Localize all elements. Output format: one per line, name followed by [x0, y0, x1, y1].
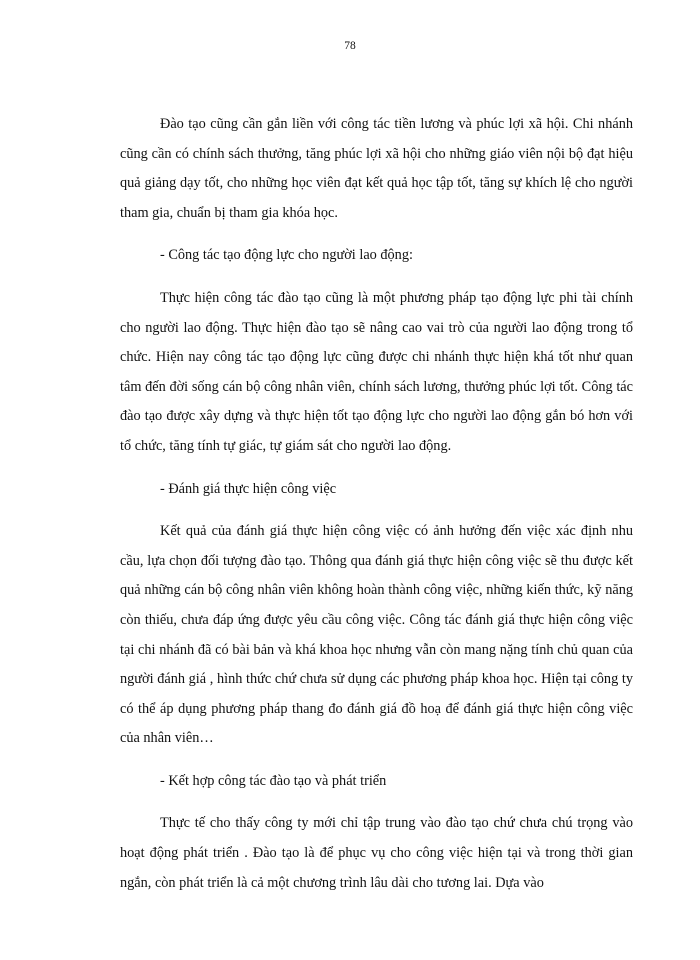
paragraph-motivation: Thực hiện công tác đào tạo cũng là một phương pháp tạo động lực phi tài chính cho người lao động. Thực hiện đào tạo sẽ nâng cao vai trò của người lao động trong tổ chức. Hiện nay công tác tạo động lực cũng được chi nhánh thực hiện khá tốt như quan tâm đến đời sống cán bộ công nhân viên, chính sách lương, thưởng phúc lợi tốt. Công tác đào tạo được xây dựng và thực hiện tốt tạo động lực cho người lao động gắn bó hơn với tổ chức, tăng tính tự giác, tự giám sát cho người lao động.: [120, 289, 633, 454]
paragraph-training-and-welfare: Đào tạo cũng cần gắn liền với công tác tiền lương và phúc lợi xã hội. Chi nhánh cũng cần có chính sách thưởng, tăng phúc lợi xã hội cho những giáo viên nội bộ đạt hiệu quả giảng dạy tốt, cho những học viên đạt kết quả học tập tốt, tăng sự khích lệ cho người tham gia, chuẩn bị tham gia khóa học.: [120, 116, 633, 221]
page-number: 78: [344, 40, 356, 52]
paragraph-performance-evaluation: Kết quả của đánh giá thực hiện công việc có ảnh hưởng đến việc xác định nhu cầu, lựa chọn đối tượng đào tạo. Thông qua đánh giá thực hiện công việc sẽ thu được kết quả những cán bộ công nhân viên không hoàn thành công việc, những kiến thức, kỹ năng còn thiếu, chưa đáp ứng được yêu cầu công việc. Công tác đánh giá thực hiện công việc tại chi nhánh đã có bài bản và khá khoa học nhưng vẫn còn mang nặng tính chủ quan của người đánh giá , hình thức chứ chưa sử dụng các phương pháp khoa học. Hiện tại công ty có thể áp dụng phương pháp thang đo đánh giá đồ hoạ để đánh giá thực hiện công việc của nhân viên…: [120, 523, 633, 747]
heading-training-and-development: - Kết hợp công tác đào tạo và phát triển: [160, 772, 387, 789]
document-body: [120, 110, 633, 911]
paragraph-training-and-development: Thực tế cho thấy công ty mới chỉ tập trung vào đào tạo chứ chưa chú trọng vào hoạt động phát triển . Đào tạo là để phục vụ cho công việc hiện tại và trong thời gian ngắn, còn phát triển là cả một chương trình lâu dài cho tương lai. Dựa vào: [120, 815, 633, 891]
heading-performance-evaluation: - Đánh giá thực hiện công việc: [160, 480, 337, 497]
heading-motivation: - Công tác tạo động lực cho người lao động:: [160, 247, 413, 264]
